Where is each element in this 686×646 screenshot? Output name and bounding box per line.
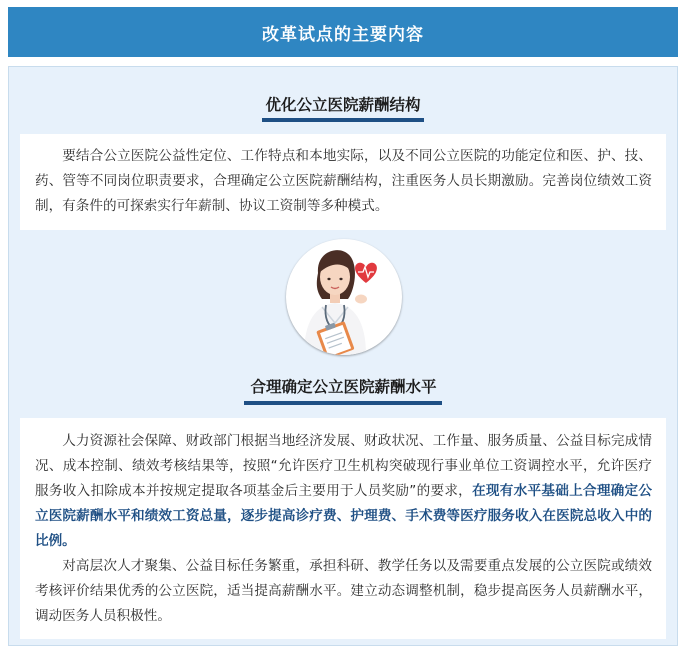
banner-title: 改革试点的主要内容 <box>262 24 424 45</box>
section2-paragraph-1-text: 人力资源社会保障、财政部门根据当地经济发展、财政状况、工作量、服务质量、公益目标完成情况、成本控制、绩效考核结果等，按照“允许医疗卫生机构突破现行事业单位工资调控水平，允许医疗服务收入扣除成本并按规定提取各项基金后主要用于人员奖励”的要求， <box>35 433 652 499</box>
section1-card <box>20 134 666 230</box>
doctor-illustration <box>286 239 402 355</box>
section2-card <box>20 418 666 639</box>
section2-paragraph-1 <box>35 429 652 554</box>
section2-title: 合理确定公立医院薪酬水平 <box>250 378 437 396</box>
section1-title: 优化公立医院薪酬结构 <box>265 96 421 114</box>
doctor-with-heart-icon <box>286 239 402 355</box>
header-banner <box>8 7 678 57</box>
section2-title-underline <box>244 401 442 405</box>
section1-title-underline <box>262 118 424 122</box>
section1-paragraph: 要结合公立医院公益性定位、工作特点和本地实际，以及不同公立医院的功能定位和医、护、技、药、管等不同岗位职责要求，合理确定公立医院薪酬结构，注重医务人员长期激励。完善岗位绩效工资制，有条件的可探索实行年薪制、协议工资制等多种模式。 <box>35 148 652 214</box>
section2-paragraph-2: 对高层次人才聚集、公益目标任务繁重，承担科研、教学任务以及需要重点发展的公立医院或绩效考核评价结果优秀的公立医院，适当提高薪酬水平。建立动态调整机制，稳步提高医务人员薪酬水平，调动医务人员积极性。 <box>35 558 652 624</box>
section2-paragraph-1-emphasis: 在现有水平基础上合理确定公立医院薪酬水平和绩效工资总量，逐步提高诊疗费、护理费、手术费等医疗服务收入在医院总收入中的比例。 <box>35 483 653 549</box>
